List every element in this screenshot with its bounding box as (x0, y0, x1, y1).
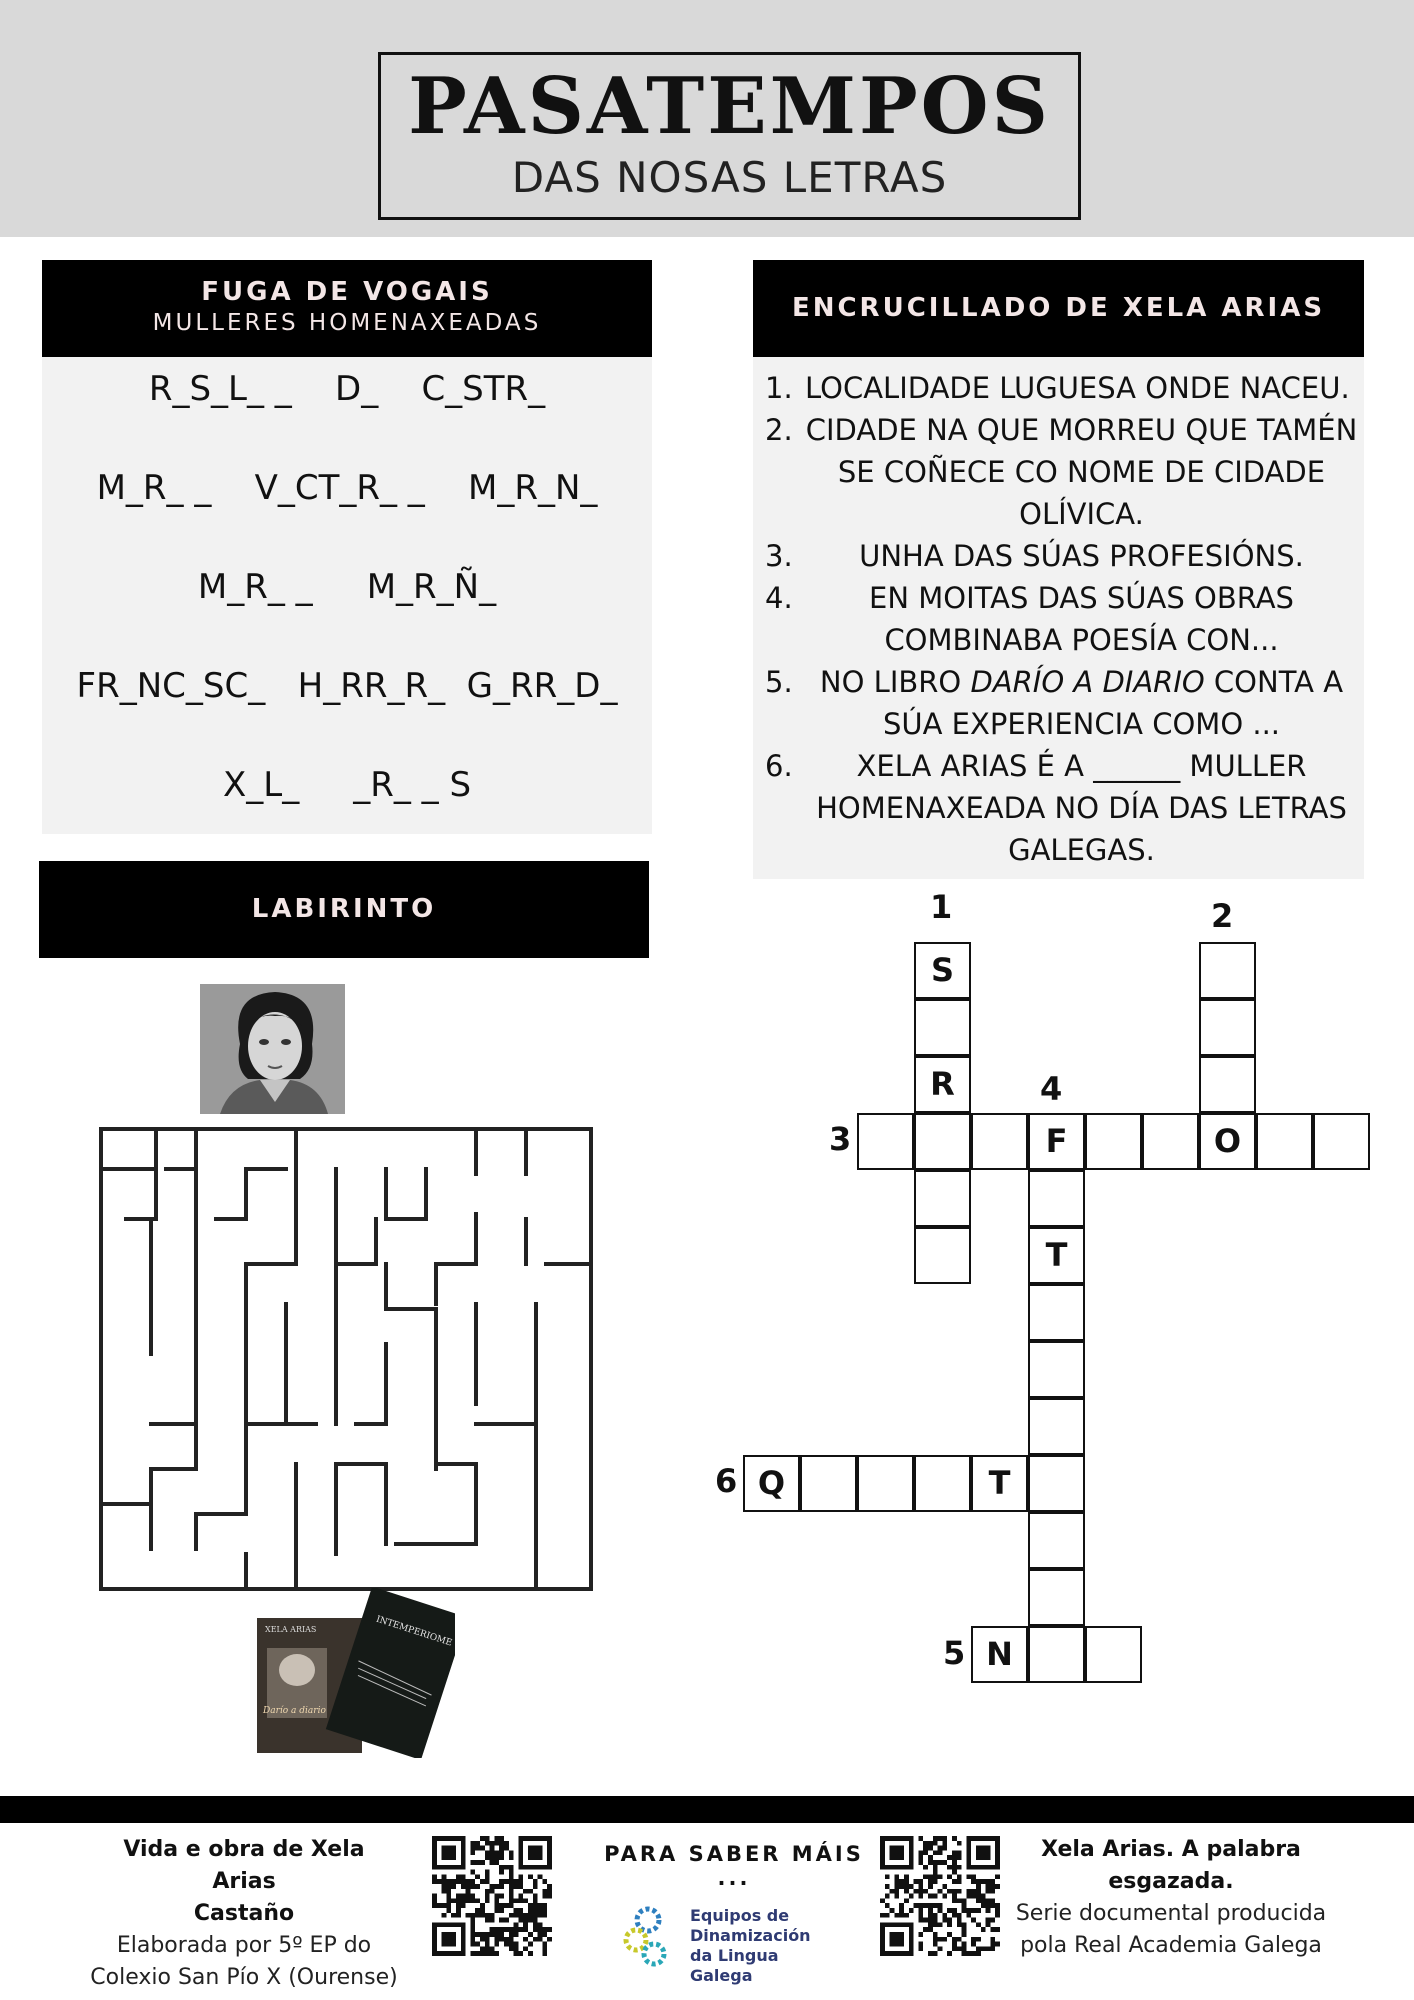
crossword-cell[interactable] (800, 1455, 857, 1512)
crossword-clue-number: 4 (1040, 1070, 1063, 1108)
crossword-cell[interactable] (857, 1113, 914, 1170)
crossword-cell[interactable] (1028, 1569, 1085, 1626)
edlg-logo[interactable] (620, 1902, 840, 1985)
crossword-cell[interactable]: T (1028, 1227, 1085, 1284)
crossword-cell[interactable] (1256, 1113, 1313, 1170)
crossword-cell[interactable] (1199, 942, 1256, 999)
crossword-cell[interactable]: O (1199, 1113, 1256, 1170)
crossword-cell[interactable] (857, 1455, 914, 1512)
clue-text: UNHA DAS SÚAS PROFESIÓNS. (859, 539, 1304, 573)
crossword-header (753, 260, 1364, 357)
footer-right (1012, 1834, 1330, 1962)
book1-title: Darío a diario (263, 1706, 326, 1716)
fuga-line: FR_NC_SC_ H_RR_R_ G_RR_D_ (76, 666, 618, 706)
crossword-title: ENCRUCILLADO DE XELA ARIAS (791, 293, 1326, 323)
crossword-cell[interactable] (1028, 1341, 1085, 1398)
maze[interactable] (96, 1124, 596, 1604)
clue-number: 3. (765, 539, 793, 573)
crossword-clues (753, 357, 1364, 879)
maze-wall (436, 1214, 476, 1304)
maze-wall (336, 1219, 376, 1264)
clue-item (765, 535, 1358, 577)
crossword-cell[interactable]: Q (743, 1455, 800, 1512)
crossword-cell[interactable] (1199, 1056, 1256, 1113)
footer-left-line-2: Colexio San Pío X (Ourense) (90, 1965, 398, 1990)
clue-item (765, 367, 1358, 409)
maze-wall (286, 1304, 316, 1424)
crossword-cell[interactable]: N (971, 1626, 1028, 1683)
clue-item (765, 577, 1358, 661)
book-intemperiome (326, 1588, 455, 1758)
footer-left-title-1: Vida e obra de Xela Arias (123, 1837, 365, 1894)
crossword-cell[interactable]: R (914, 1056, 971, 1113)
title-box (378, 52, 1081, 220)
clue-number: 6. (765, 749, 793, 783)
crossword-cell[interactable] (914, 1227, 971, 1284)
maze-wall (166, 1129, 196, 1169)
crossword-cell[interactable] (1028, 1455, 1085, 1512)
clue-text (805, 661, 1358, 745)
page-subtitle: DAS NOSAS LETRAS (511, 153, 948, 202)
footer-right-title-1: Xela Arias. A palabra (1041, 1837, 1301, 1862)
fuga-header (42, 260, 652, 357)
clue-item (765, 661, 1358, 745)
crossword-cell[interactable]: T (971, 1455, 1028, 1512)
maze-wall (101, 1169, 156, 1219)
fuga-title: FUGA DE VOGAIS (201, 277, 493, 307)
footer-left (88, 1834, 400, 1994)
footer-saber-mais: PARA SABER MÁIS ... (604, 1842, 864, 1890)
clue-item (765, 409, 1358, 535)
footer-left-line-1: Elaborada por 5º EP do (116, 1933, 372, 1958)
clue-text: CIDADE NA QUE MORREU QUE TAMÉN SE COÑECE CO NOME DE CIDADE OLÍVICA. (805, 413, 1358, 531)
book-title-italic: DARÍO A DIARIO (970, 665, 1205, 699)
page-title: PASATEMPOS (408, 61, 1051, 152)
crossword-cell[interactable] (1028, 1284, 1085, 1341)
fuga-line: R_S_L_ _ D_ C_STR_ (148, 369, 546, 409)
crossword-cell[interactable] (1199, 999, 1256, 1056)
maze-wall (356, 1344, 386, 1424)
edlg-text-1: Equipos de (690, 1906, 790, 1925)
maze-wall (196, 1514, 246, 1549)
clue-text: EN MOITAS DAS SÚAS OBRAS COMBINABA POESÍA CON... (869, 581, 1294, 657)
fuga-line: M_R_ _ V_CT_R_ _ M_R_N_ (96, 468, 598, 508)
crossword-cell[interactable] (1313, 1113, 1370, 1170)
maze-wall (246, 1129, 296, 1514)
qr-code-left[interactable] (432, 1836, 552, 1956)
crossword-cell[interactable]: F (1028, 1113, 1085, 1170)
crossword-cell[interactable] (914, 1170, 971, 1227)
clue-item (765, 745, 1358, 871)
maze-wall (216, 1169, 246, 1219)
crossword-cell[interactable] (971, 1113, 1028, 1170)
gears-icon (620, 1902, 690, 1972)
crossword-cell[interactable] (1028, 1170, 1085, 1227)
books-image (255, 1588, 455, 1758)
crossword-clue-number: 3 (829, 1120, 852, 1158)
crossword-cell[interactable] (1085, 1113, 1142, 1170)
maze-wall (386, 1169, 426, 1219)
fuga-line: M_R_ _ M_R_Ñ_ (197, 567, 497, 607)
book1-author: XELA ARIAS (265, 1625, 317, 1634)
crossword-cell[interactable] (1085, 1626, 1142, 1683)
book2-title: INTEMPERIOME (374, 1614, 454, 1649)
crossword-cell[interactable] (1028, 1626, 1085, 1683)
crossword-clue-number: 2 (1211, 897, 1234, 935)
clue-number: 2. (765, 413, 793, 447)
crossword-clue-number: 1 (930, 888, 953, 926)
footer-right-line-2: pola Real Academia Galega (1020, 1933, 1322, 1958)
crossword-cell[interactable] (1028, 1512, 1085, 1569)
crossword-cell[interactable]: S (914, 942, 971, 999)
maze-wall (396, 1464, 476, 1544)
clue-number: 1. (765, 371, 793, 405)
edlg-text-3: da Lingua Galega (690, 1946, 779, 1985)
clue-number: 5. (765, 665, 793, 699)
footer-left-title-2: Castaño (193, 1901, 295, 1926)
labirinto-title: LABIRINTO (251, 894, 437, 924)
crossword-clue-number: 6 (715, 1462, 738, 1500)
labirinto-header (39, 861, 649, 958)
fuga-line: X_L_ _R_ _ S (222, 765, 472, 805)
crossword-cell[interactable] (914, 1455, 971, 1512)
clue-text: LOCALIDADE LUGUESA ONDE NACEU. (805, 371, 1350, 405)
footer-bar (0, 1796, 1414, 1823)
maze-wall (336, 1464, 386, 1544)
edlg-text-2: Dinamización (690, 1926, 811, 1945)
clue-text-pre: NO LIBRO (819, 665, 971, 699)
qr-code-right[interactable] (880, 1836, 1000, 1956)
maze-wall (386, 1264, 436, 1309)
clue-text: XELA ARIAS É A ______ MULLER HOMENAXEADA NO DÍA DAS LETRAS GALEGAS. (816, 749, 1347, 867)
fuga-panel (42, 357, 652, 834)
footer-right-title-2: esgazada. (1108, 1869, 1234, 1894)
crossword-cell[interactable] (914, 1113, 971, 1170)
xela-arias-photo (200, 984, 345, 1114)
crossword-cell[interactable] (914, 999, 971, 1056)
fuga-subtitle: MULLERES HOMENAXEADAS (152, 310, 542, 336)
clue-number: 4. (765, 581, 793, 615)
clue-text-post: CONTA A SÚA EXPERIENCIA COMO ... (882, 665, 1344, 741)
crossword-cell[interactable] (1028, 1398, 1085, 1455)
crossword-cell[interactable] (1142, 1113, 1199, 1170)
maze-wall (151, 1424, 196, 1549)
crossword-clue-number: 5 (943, 1634, 966, 1672)
footer-right-line-1: Serie documental producida (1015, 1901, 1327, 1926)
